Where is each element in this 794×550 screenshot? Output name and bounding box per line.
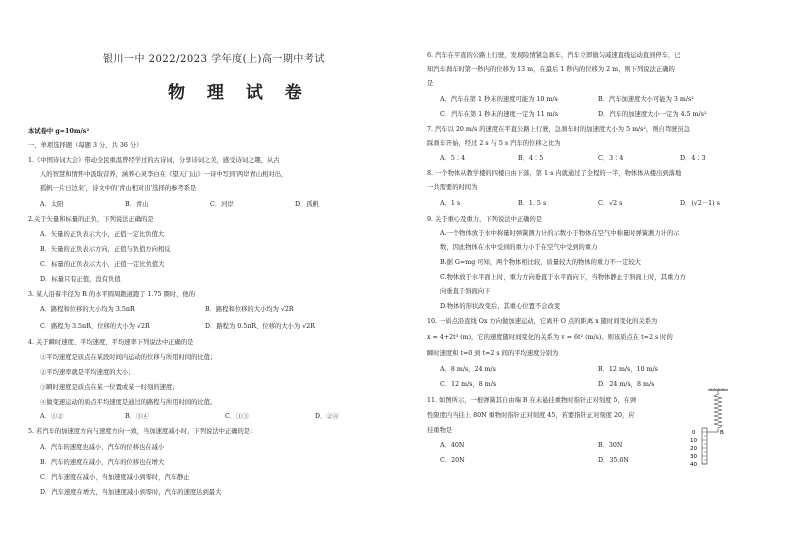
option-a[interactable]: A．1 s (440, 200, 461, 207)
option-a[interactable]: A．汽车的速度也减小，汽车的位移也在减小 (40, 444, 165, 451)
option-d[interactable]: D．4∶3 (680, 155, 706, 162)
spring-coil (714, 390, 722, 432)
option-text-line[interactable]: C.物体放于水平面上时，重力方向垂直于水平面向下，当物体静止于斜面上时，其重力方 (440, 274, 686, 281)
gravity-note: 本试卷中 g=10m/s² (28, 128, 90, 135)
option-a[interactable]: A．矢量的正负表示大小，正值一定比负值大 (40, 231, 165, 238)
option-b[interactable]: B．汽车加速度大小可能为 3 m/s² (598, 96, 694, 103)
scale-label: 30 (690, 454, 697, 460)
question-text-line: 是 (427, 80, 434, 87)
option-b[interactable]: B．12 m/s，10 m/s (598, 366, 658, 373)
option-c[interactable]: C．汽车速度在减小，当加速度减小到零时，汽车静止 (40, 474, 190, 481)
option-text-line: 向垂直于斜面向下 (440, 288, 491, 295)
option-a[interactable]: A．路程和位移的大小均为 3.5πR (40, 306, 135, 313)
option-text-line: 数，因此物体在水中受到的重力小于在空气中受到的重力 (440, 244, 598, 251)
option-b[interactable]: B．青山 (125, 201, 149, 208)
option-c[interactable]: C．汽车在第 1 秒末的速度一定为 11 m/s (440, 111, 559, 118)
question-text-line: 知汽车刹车时第一秒内的位移为 13 m，在最后 1 秒内的位移为 2 m，则下列说法正确的 (427, 66, 675, 73)
option-d[interactable]: D．孤帆 (295, 201, 319, 208)
option-c[interactable]: C．①③ (225, 413, 249, 420)
question-text-line: 性限度内当挂上 80N 重物时指针正对刻度 45，若要指针正对刻度 20，应 (427, 412, 635, 419)
question-text-line: 6. 汽车在平直的公路上行驶，发现险情紧急刹车，汽车立即做匀减速直线运动直到停车，已 (427, 52, 681, 59)
pointer-label: B (720, 430, 724, 436)
option-a[interactable]: A．5∶4 (440, 155, 466, 162)
option-d[interactable]: D．路程为 0.5πR、位移的大小为 √2R (205, 323, 315, 330)
statement-1: ①平均速度是质点在某段时间内运动的位移与所用时间的比值； (40, 354, 217, 361)
statement-3: ③瞬时速度是质点在某一位置或某一时刻的速度； (40, 384, 179, 391)
question-text-line: 挂重物是 (427, 427, 453, 434)
option-c[interactable]: C．√2 s (598, 200, 623, 207)
question-text-line: 瞬时速度和 t=0 到 t=2 s 间的平均速度分别为 (427, 350, 559, 357)
question-text-line: 7. 汽车以 20 m/s 的速度在平直公路上行驶，急刹车时的加速度大小为 5 m/s²，则自驾驶员急 (427, 126, 691, 133)
option-b[interactable]: B．矢量的正负表示方向，正值与负值方向相反 (40, 246, 171, 253)
question-stem: 4. 关于瞬时速度、平均速度、平均速率下列说法中正确的是 (28, 339, 194, 346)
ruler (702, 428, 707, 464)
option-c[interactable]: C．标量的正负表示大小，正值一定比负值大 (40, 261, 165, 268)
option-b[interactable]: B．1. 5 s (518, 200, 547, 207)
option-c[interactable]: C．20N (440, 457, 465, 464)
question-stem: 9. 关于重心及重力，下列说法中正确的是 (427, 216, 543, 223)
option-c[interactable]: C．3∶4 (598, 155, 624, 162)
question-stem: 5. 若汽车的加速度方向与速度方向一致，当加速度减小时，下列说法中正确的是： (28, 428, 257, 435)
scale-label: 20 (690, 446, 697, 452)
option-c[interactable]: C．路程为 3.5πR、位移的大小为 √2R (40, 323, 150, 330)
option-c[interactable]: C．12 m/s，8 m/s (440, 381, 497, 388)
option-b[interactable]: B．③④ (125, 413, 149, 420)
question-text-line: 8. 一个物体从教学楼的四楼自由下落，第 1 s 内就通过了全程的一半，物体体从楼出到落地 (427, 170, 682, 177)
school-title: 银川一中 2022/2023 学年度(上)高一期中考试 (103, 54, 325, 65)
question-stem: 2.关于矢量和标量的正负，下列说法正确的是 (28, 216, 154, 223)
statement-4: ④做变速运动的质点平均速度是通过的路程与所用时间的比值。 (40, 399, 217, 406)
question-text-line: 一共需要的时间为 (427, 184, 478, 191)
scale-label: 10 (690, 438, 697, 444)
question-text-line: 11. 如图所示，一根弹簧其自由端 B 在未悬挂重物时指针正对刻度 5，在弹 (427, 397, 637, 404)
option-c[interactable]: C．河岸 (210, 201, 234, 208)
option-a[interactable]: A．汽车在第 1 秒末的速度可能为 10 m/s (440, 96, 558, 103)
option-a[interactable]: A．40N (440, 442, 465, 449)
option-d[interactable]: D．24 m/s，8 m/s (598, 381, 655, 388)
question-text-line: 1.《中国诗词大会》带动全民重温曾经学过的古诗词，分享诗词之美，感受诗词之趣，从古 (28, 157, 280, 164)
question-text-line: x = 4+2t³ (m)，它的速度随时间变化的关系为 v = 6t² (m/s)。则该质点在 t=2 s 时的 (427, 334, 673, 341)
option-text-line[interactable]: D.物体的形状改变后，其重心位置不会改变 (440, 303, 561, 310)
option-b[interactable]: B．30N (598, 442, 623, 449)
option-d[interactable]: D．标量只有正值，没有负值 (40, 276, 121, 283)
option-d[interactable]: D．35.6N (598, 457, 629, 464)
scale-label: 40 (690, 462, 697, 468)
statement-2: ②平均速率就是平均速度的大小； (40, 369, 135, 376)
spring-scale-figure (690, 388, 740, 468)
question-stem: 3. 某人沿着半径为 R 的水平圆周跑道跑了 1.75 圈时，他的 (28, 291, 196, 298)
option-d[interactable]: D．(√2－1) s (680, 200, 720, 207)
option-b[interactable]: B．路程和位移的大小均为 √2R (205, 306, 294, 313)
option-a[interactable]: A．①② (40, 413, 64, 420)
option-b[interactable]: B．4∶5 (518, 155, 544, 162)
option-text-line[interactable]: B.据 G=mg 可知，两个物体相比较，质量较大的物体的重力不一定较大 (440, 259, 641, 266)
question-text-line: 人的智慧和情怀中汲取营养，涵养心灵李白在《望天门山》一诗中写到'两岸青山相对出， (40, 171, 288, 178)
section-heading: 一、单项选择题（每题 3 分，共 36 分） (28, 142, 143, 149)
option-a[interactable]: A．太阳 (40, 201, 64, 208)
option-d[interactable]: D．②④ (315, 413, 339, 420)
option-d[interactable]: D．汽车的加速度大小一定为 4.5 m/s² (598, 111, 707, 118)
paper-title: 物 理 试 卷 (168, 83, 310, 103)
question-text-line: 10. 一质点沿直线 Ox 方向做加速运动，它离开 O 点的距离 x 随时间变化的关系为 (427, 318, 658, 325)
question-text-line: 孤帆一片日边来'，诗文中的'青山相对出'选择的参考系是 (40, 185, 197, 192)
option-text-line[interactable]: A.一个物体放于水中称量时弹簧测力计的示数小于物体在空气中称量时弹簧测力计的示 (440, 230, 680, 237)
question-text-line: 踩刹车开始，经过 2 s 与 5 s 汽车的位移之比为 (427, 140, 561, 147)
option-b[interactable]: B．汽车的速度在减小，汽车的位移也在增大 (40, 459, 165, 466)
option-d[interactable]: D．汽车速度在增大，当加速度减小到零时，汽车的速度达到最大 (40, 489, 222, 496)
scale-label: 0 (692, 430, 696, 436)
option-a[interactable]: A．8 m/s，24 m/s (440, 366, 496, 373)
